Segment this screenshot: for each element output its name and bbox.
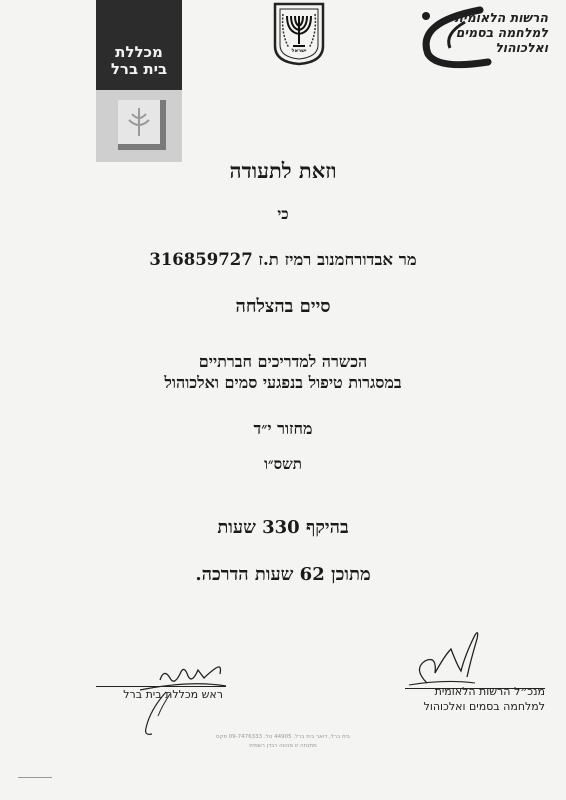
training-line-2: במסגרות טיפול בנפגעי סמים ואלכוהול: [164, 373, 402, 392]
college-emblem-icon: [96, 90, 182, 162]
emblem-caption: ישראל: [291, 48, 307, 54]
training-line-1: הכשרה למדריכים חברתיים: [198, 352, 368, 371]
scan-mark: [18, 777, 52, 778]
state-emblem-icon: [271, 2, 327, 66]
authority-line1: הרשות הלאומית: [454, 10, 548, 25]
authority-line3: ואלכוהול: [495, 40, 548, 55]
authority-line2: למלחמה בסמים: [455, 25, 548, 40]
right-signatory-title-line2: למלחמה בסמים ואלכוהול: [423, 700, 545, 713]
certificate-ki: כי: [277, 205, 289, 223]
certificate-title: וזאת לתעודה: [229, 158, 337, 183]
college-name-line2: בית ברל: [110, 60, 168, 78]
left-signature-line: [96, 686, 226, 687]
recipient-line: מר אבדורחמנוב רמיז ת.ז 316859727: [149, 250, 417, 269]
college-name: [96, 44, 182, 78]
year-line: תשס״ו: [264, 455, 302, 473]
hours-line: בהיקף 330 שעות: [217, 517, 349, 538]
authority-logo: [410, 2, 560, 72]
college-name-line1: מכללת: [115, 43, 163, 61]
completed-line: סיים בהצלחה: [235, 296, 331, 317]
footer-line-2: מתנחה זו מהווה רבדן רשמית: [249, 743, 317, 749]
footer-line-1: בית ברל, דואר בית ברל, 44905 טל. 09-7476333 פקס: [216, 734, 350, 740]
authority-name: [428, 10, 548, 55]
guidance-line: מתוכן 62 שעות הדרכה.: [195, 564, 371, 585]
left-signatory-title: ראש מכללת בית ברל: [123, 688, 223, 701]
right-signatory-title-line1: מנכ״ל הרשות הלאומית: [434, 685, 545, 698]
cycle-line: מחזור י״ד: [253, 419, 313, 438]
college-logo: [96, 0, 182, 162]
